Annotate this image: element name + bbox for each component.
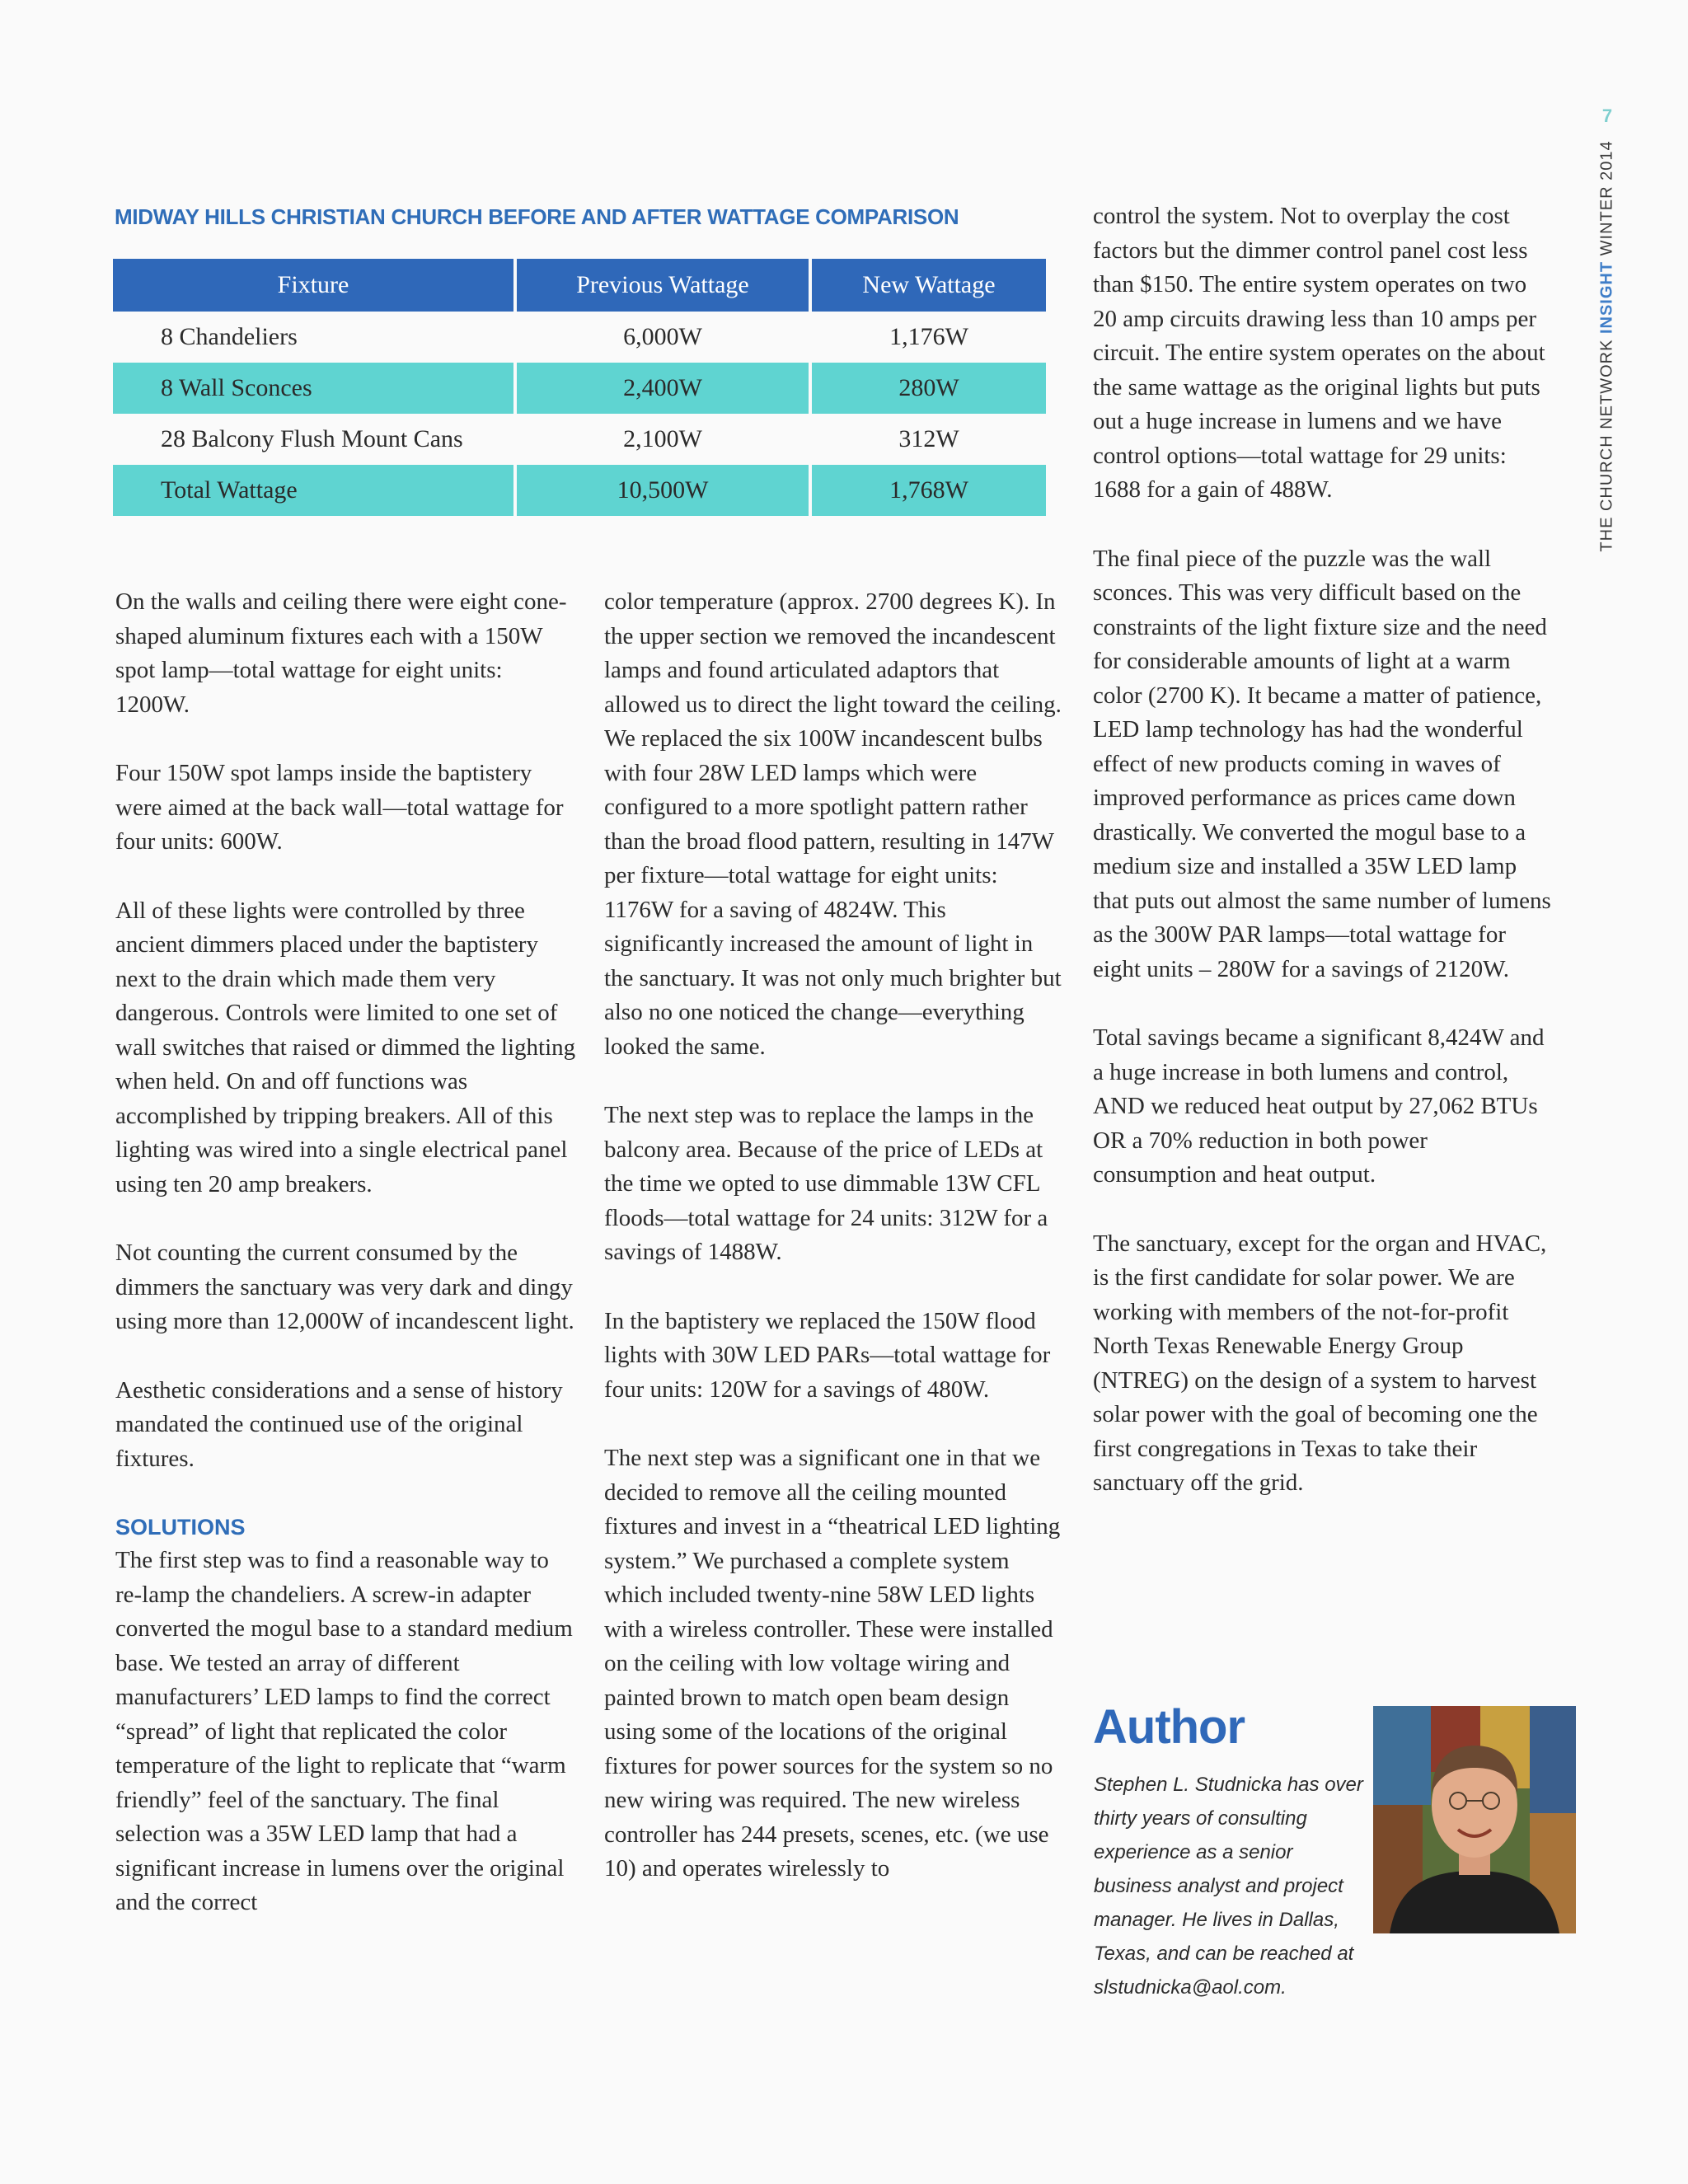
running-head (1598, 140, 1617, 551)
new-wattage-cell: 1,768W (810, 465, 1046, 516)
column-header-fixture: Fixture (113, 259, 515, 312)
article-column-2 (604, 585, 1066, 1921)
wattage-comparison-table (113, 259, 1046, 516)
column-header-previous-wattage: Previous Wattage (515, 259, 810, 312)
previous-wattage-cell: 6,000W (515, 312, 810, 363)
previous-wattage-cell: 2,400W (515, 363, 810, 414)
new-wattage-cell: 1,176W (810, 312, 1046, 363)
previous-wattage-cell: 2,100W (515, 414, 810, 465)
paragraph: In the baptistery we replaced the 150W flood lights with 30W LED PARs—total wattage for four units: 120W for a savings of 480W. (604, 1307, 1051, 1403)
table-row (113, 312, 1046, 363)
paragraph: The final piece of the puzzle was the wall sconces. This was very difficult based on the constraints of the light fixture size and the need for considerable amounts of light at a warm color (2700 K). It became a matter of patience, LED lamp technology has had the wonderful effect of new products coming in waves of improved performance as prices came down drastically. We converted the mogul base to a medium size and installed a 35W LED lamp that puts out almost the same number of lumens as the 300W PAR lamps—total wattage for eight units – 280W for a savings of 2120W. (1093, 545, 1551, 982)
paragraph: Aesthetic considerations and a sense of history mandated the continued use of the original fixtures. (115, 1376, 563, 1472)
new-wattage-cell: 312W (810, 414, 1046, 465)
table-header-row (113, 259, 1046, 312)
new-wattage-cell: 280W (810, 363, 1046, 414)
paragraph: The next step was to replace the lamps in the balcony area. Because of the price of LEDs at the time we opted to use dimmable 13W CFL floods—total wattage for 24 units: 312W for a savings of 1488W. (604, 1102, 1048, 1265)
running-head-suffix: WINTER 2014 (1597, 140, 1616, 261)
column-header-new-wattage: New Wattage (810, 259, 1046, 312)
paragraph: The first step was to find a reasonable way to re-lamp the chandeliers. A screw-in adapter converted the mogul base to a standard medium base. We tested an array of different manufacturers’ LED lamps to find the correct “spread” of light that replicated the color temperature of the light to replicate that “warm friendly” feel of the sanctuary. The final selection was a 35W LED lamp that had a significant increase in lumens over the original and the correct (115, 1547, 573, 1915)
fixture-cell: 28 Balcony Flush Mount Cans (113, 414, 515, 465)
article-column-3 (1093, 199, 1554, 1535)
paragraph: Four 150W spot lamps inside the baptistery were aimed at the back wall—total wattage for four units: 600W. (115, 760, 564, 855)
author-photo (1373, 1706, 1576, 1933)
paragraph: All of these lights were controlled by three ancient dimmers placed under the baptistery next to the drain which made them very dangerous. Controls were limited to one set of wall switches that raised or dimmed the lighting when held. On and off functions was accomplished by tripping breakers. All of this lighting was wired into a single electrical panel using ten 20 amp breakers. (115, 897, 576, 1197)
paragraph: control the system. Not to overplay the cost factors but the dimmer control panel cost less than $150. The entire system operates on two 20 amp circuits drawing less than 10 amps per circuit. The entire system operates on the about the same wattage as the original lights but puts out a huge increase in lumens and we have control options—total wattage for 29 units: 1688 for a gain of 488W. (1093, 203, 1545, 503)
paragraph: The sanctuary, except for the organ and HVAC, is the first candidate for solar power. We are working with members of the not-for-profit North Texas Renewable Energy Group (NTREG) on the design of a system to harvest solar power with the goal of becoming one the first congregations in Texas to take their sanctuary off the grid. (1093, 1230, 1547, 1496)
fixture-cell: 8 Wall Sconces (113, 363, 515, 414)
table-total-row (113, 465, 1046, 516)
solutions-heading: SOLUTIONS (115, 1515, 246, 1540)
page-number: 7 (1601, 105, 1613, 126)
author-bio: Stephen L. Studnicka has over thirty years of consulting experience as a senior business analyst and project manager. He lives in Dallas, Texas, and can be reached at slstudnicka@aol.com. (1094, 1774, 1363, 1999)
article-column-1 (115, 585, 577, 1955)
running-head-prefix: THE CHURCH NETWORK (1597, 334, 1616, 552)
paragraph: The next step was a significant one in that we decided to remove all the ceiling mounted fixtures and invest in a “theatrical LED lighting system.” We purchased a complete system which included twenty-nine 58W LED lights with a wireless controller. These were installed on the ceiling with low voltage wiring and painted brown to match open beam design using some of the locations of the original fixtures for power sources for the system so no new wiring was required. The new wireless controller has 244 presets, scenes, etc. (we use 10) and operates wirelessly to (604, 1445, 1061, 1882)
fixture-cell: 8 Chandeliers (113, 312, 515, 363)
paragraph: Total savings became a significant 8,424W and a huge increase in both lumens and control, AND we reduced heat output by 27,062 BTUs OR a 70% reduction in both power consumption and heat output. (1093, 1024, 1545, 1188)
paragraph: color temperature (approx. 2700 degrees K). In the upper section we removed the incandescent lamps and found articulated adaptors that allowed us to direct the light toward the ceiling. We replaced the six 100W incandescent bulbs with four 28W LED lamps which were configured to a more spotlight pattern rather than the broad flood pattern, resulting in 147W per fixture—total wattage for eight units: 1176W for a saving of 4824W. This significantly increased the amount of light in the sanctuary. It was not only much brighter but also no one noticed the change—everything looked the same. (604, 588, 1062, 1060)
table-row (113, 414, 1046, 465)
paragraph: Not counting the current consumed by the dimmers the sanctuary was very dark and dingy using more than 12,000W of incandescent light. (115, 1240, 574, 1334)
table-title: MIDWAY HILLS CHRISTIAN CHURCH BEFORE AND AFTER WATTAGE COMPARISON (115, 204, 959, 229)
running-head-insight: INSIGHT (1597, 260, 1616, 335)
paragraph: On the walls and ceiling there were eight cone-shaped aluminum fixtures each with a 150W spot lamp—total wattage for eight units: 1200W. (115, 588, 567, 718)
previous-wattage-cell: 10,500W (515, 465, 810, 516)
fixture-cell: Total Wattage (113, 465, 515, 516)
author-heading: Author (1093, 1700, 1245, 1754)
table-row (113, 363, 1046, 414)
